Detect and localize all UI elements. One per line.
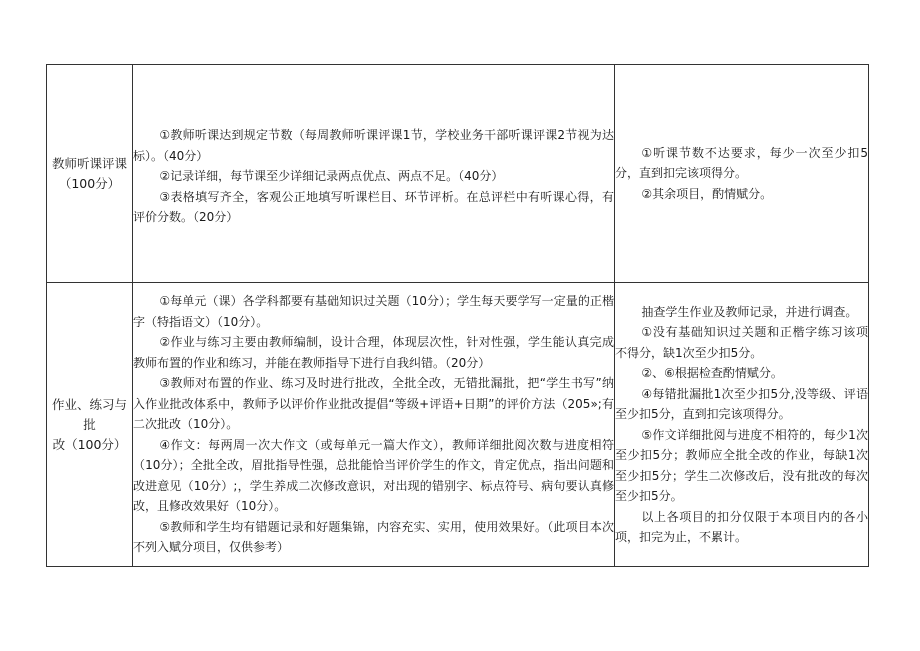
- rule-line: ⑤作文详细批阅与进度不相符的，每少1次至少扣5分；教师应全批全改的作业，每缺1次至少扣5分；学生二次修改后，没有批改的每次至少扣5分。: [615, 427, 868, 503]
- standards-cell: [133, 65, 615, 283]
- rule-line: 抽查学生作业及教师记录，并进行调查。: [641, 304, 858, 319]
- standard-line: ①教师听课达到规定节数（每周教师听课评课1节，学校业务干部听课评课2节视为达标）。（40分）: [133, 128, 614, 163]
- standard-line: ③教师对布置的作业、练习及时进行批改，全批全改，无错批漏批，把“学生书写”纳入作业批改体系中，教师予以评价作业批改提倡“等级+评语+日期”的评价方法（205»;有二次批改（10分）。: [133, 376, 614, 432]
- item-name: 教师听课评课: [51, 155, 127, 171]
- table-row: [47, 283, 869, 567]
- item-cell: [47, 65, 133, 283]
- rule-line: 以上各项目的扣分仅限于本项目内的各小项，扣完为止，不累计。: [615, 509, 868, 544]
- item-score: （100分）: [58, 175, 121, 191]
- standard-line: ④作文：每两周一次大作文（或每单元一篇大作文），教师详细批阅次数与进度相符（10分）；全批全改，眉批指导性强，总批能恰当评价学生的作文，肯定优点，指出问题和改进意见（10分）;，学生养成二次修改意识，对出现的错别字、标点符号、病句要认真修改，且修改效果好（10分）。: [133, 437, 614, 514]
- standard-line: ③表格填写齐全，客观公正地填写听课栏目、环节评析。在总评栏中有听课心得，有评价分数。（20分）: [133, 189, 614, 225]
- rule-line: ④每错批漏批1次至少扣5分,没等级、评语至少扣5分，直到扣完该项得分。: [615, 386, 868, 421]
- evaluation-table: [46, 64, 869, 567]
- item-name: 作业、练习与批: [51, 396, 127, 432]
- rule-line: ①听课节数不达要求，每少一次至少扣5分，直到扣完该项得分。: [615, 145, 868, 181]
- rules-cell: [615, 283, 869, 567]
- standard-line: ⑤教师和学生均有错题记录和好题集锦，内容充实、实用，使用效果好。（此项目本次不列入赋分项目，仅供参考）: [133, 519, 614, 555]
- rule-line: ②其余项目，酌情赋分。: [641, 186, 773, 201]
- rule-line: ②、⑥根据检查酌情赋分。: [641, 366, 783, 380]
- standard-line: ②记录详细，每节课至少详细记录两点优点、两点不足。（40分）: [159, 169, 504, 184]
- standards-cell: [133, 283, 615, 567]
- rules-cell: [615, 65, 869, 283]
- table-row: [47, 65, 869, 283]
- standard-line: ①每单元（课）各学科都要有基础知识过关题（10分）；学生每天要学写一定量的正楷字（特指语文）（10分）。: [133, 294, 614, 329]
- item-score: 改（100分）: [52, 436, 127, 452]
- standard-line: ②作业与练习主要由教师编制，设计合理，体现层次性，针对性强，学生能认真完成教师布置的作业和练习，并能在教师指导下进行自我纠错。（20分）: [133, 335, 614, 370]
- item-cell: [47, 283, 133, 567]
- rule-line: ①没有基础知识过关题和正楷字练习该项不得分，缺1次至少扣5分。: [615, 325, 868, 360]
